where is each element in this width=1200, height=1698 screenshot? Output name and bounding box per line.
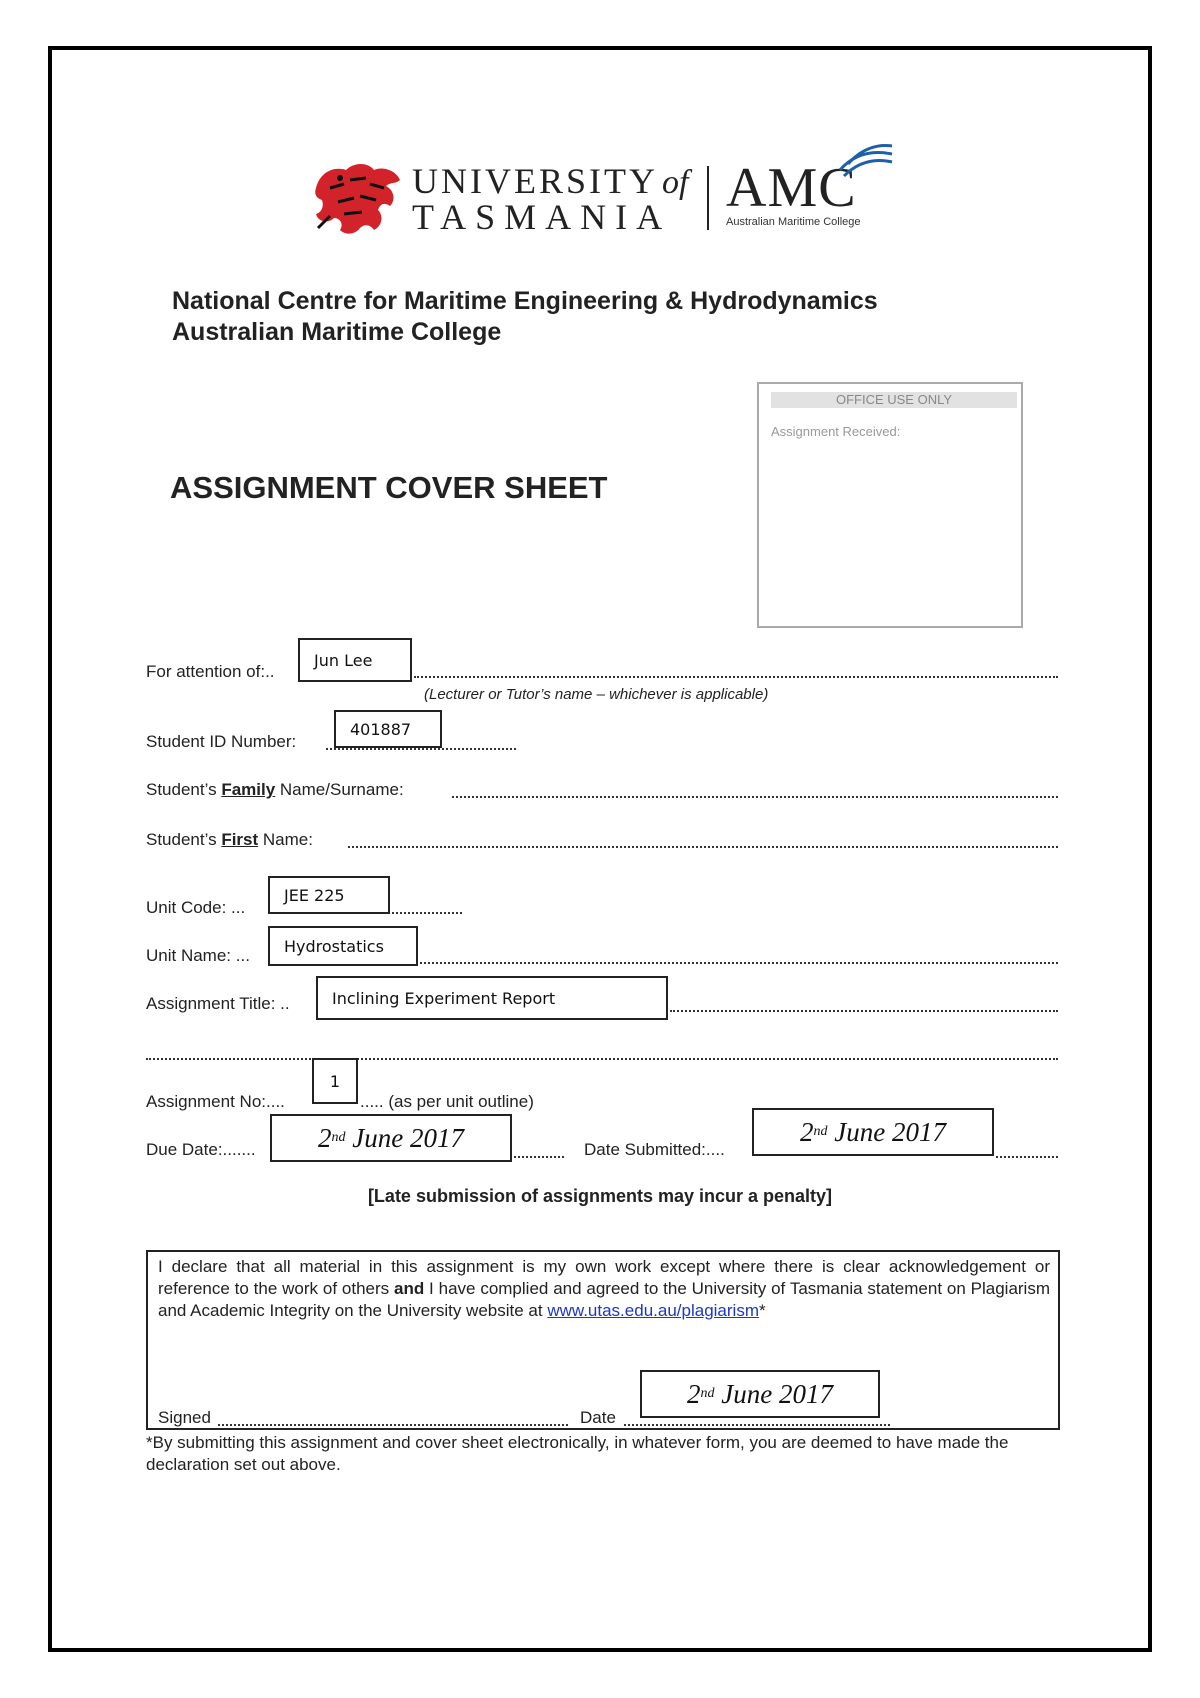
amc-logo-text: AMC — [726, 157, 857, 219]
date-submitted-field[interactable]: 2 nd June 2017 — [752, 1108, 994, 1156]
centre-title — [172, 286, 878, 348]
due-date-dotted-line — [514, 1156, 564, 1158]
assignment-title-line2[interactable] — [146, 1058, 1058, 1060]
assignment-no-suffix: ..... (as per unit outline) — [360, 1092, 534, 1111]
attention-dotted-line — [414, 676, 1058, 678]
due-date-label: Due Date:....... — [146, 1140, 256, 1159]
footnote: *By submitting this assignment and cover sheet electronically, in whatever form, you are deemed to have made the declaration set out above. — [146, 1433, 1009, 1474]
tasmanian-tiger-logo-icon — [310, 158, 406, 238]
date-submitted-dotted-line — [996, 1156, 1058, 1158]
due-date-field[interactable]: 2 nd June 2017 — [270, 1114, 512, 1162]
family-name-field[interactable] — [452, 796, 1058, 798]
assignment-received-label: Assignment Received: — [771, 424, 901, 439]
unit-code-dotted-line — [392, 912, 462, 914]
amc-waves-icon — [838, 140, 894, 182]
office-use-box — [757, 382, 1023, 628]
date-submitted-label: Date Submitted:.... — [584, 1140, 725, 1159]
declaration-box — [146, 1250, 1060, 1430]
assignment-title-label: Assignment Title: .. — [146, 994, 290, 1013]
family-name-label: Student’s Family Name/Surname: — [146, 780, 404, 799]
unit-name-field[interactable]: Hydrostatics — [268, 926, 418, 966]
centre-title-line1: National Centre for Maritime Engineering & Hydrodynamics — [172, 287, 878, 315]
attention-field[interactable]: Jun Lee — [298, 638, 412, 682]
declaration-text: I declare that all material in this assignment is my own work except where there is clear acknowledgement or reference to the work of others and I have complied and agreed to the University of Tasmania statement on Plagiarism and Academic Integrity on the University website at www.utas.edu.au/plagiarism* — [158, 1257, 1050, 1320]
assignment-no-label: Assignment No:.... — [146, 1092, 285, 1111]
declaration-date-dotted-line — [624, 1424, 890, 1426]
late-submission-notice: [Late submission of assignments may incur a penalty] — [367, 1186, 833, 1206]
student-id-dotted-line — [326, 748, 516, 750]
assignment-no-field[interactable]: 1 — [312, 1058, 358, 1104]
unit-name-dotted-line — [420, 962, 1058, 964]
centre-title-line2: Australian Maritime College — [172, 318, 502, 346]
attention-hint: (Lecturer or Tutor’s name – whichever is applicable) — [424, 686, 769, 703]
declaration-date-label: Date — [580, 1408, 616, 1427]
university-name-line2: TASMANIA — [412, 197, 672, 237]
unit-name-label: Unit Name: ... — [146, 946, 250, 965]
student-id-label: Student ID Number: — [146, 732, 297, 751]
amc-subtitle: Australian Maritime College — [726, 216, 861, 228]
unit-code-field[interactable]: JEE 225 — [268, 876, 390, 914]
document-title: ASSIGNMENT COVER SHEET — [170, 470, 608, 505]
office-use-heading: OFFICE USE ONLY — [771, 392, 1017, 408]
university-name-line1: UNIVERSITY of — [412, 161, 689, 201]
first-name-field[interactable] — [348, 846, 1058, 848]
declaration-date-field[interactable]: 2 nd June 2017 — [640, 1370, 880, 1418]
unit-code-label: Unit Code: ... — [146, 898, 246, 917]
signature-field[interactable] — [218, 1424, 568, 1426]
student-id-field[interactable]: 401887 — [334, 710, 442, 748]
plagiarism-link[interactable]: www.utas.edu.au/plagiarism — [547, 1301, 759, 1320]
attention-label: For attention of:.. — [146, 662, 275, 681]
signed-label: Signed — [158, 1408, 211, 1427]
logo-divider — [707, 166, 709, 230]
assignment-title-field[interactable]: Inclining Experiment Report — [316, 976, 668, 1020]
first-name-label: Student’s First Name: — [146, 830, 313, 849]
assignment-title-dotted-line — [670, 1010, 1058, 1012]
